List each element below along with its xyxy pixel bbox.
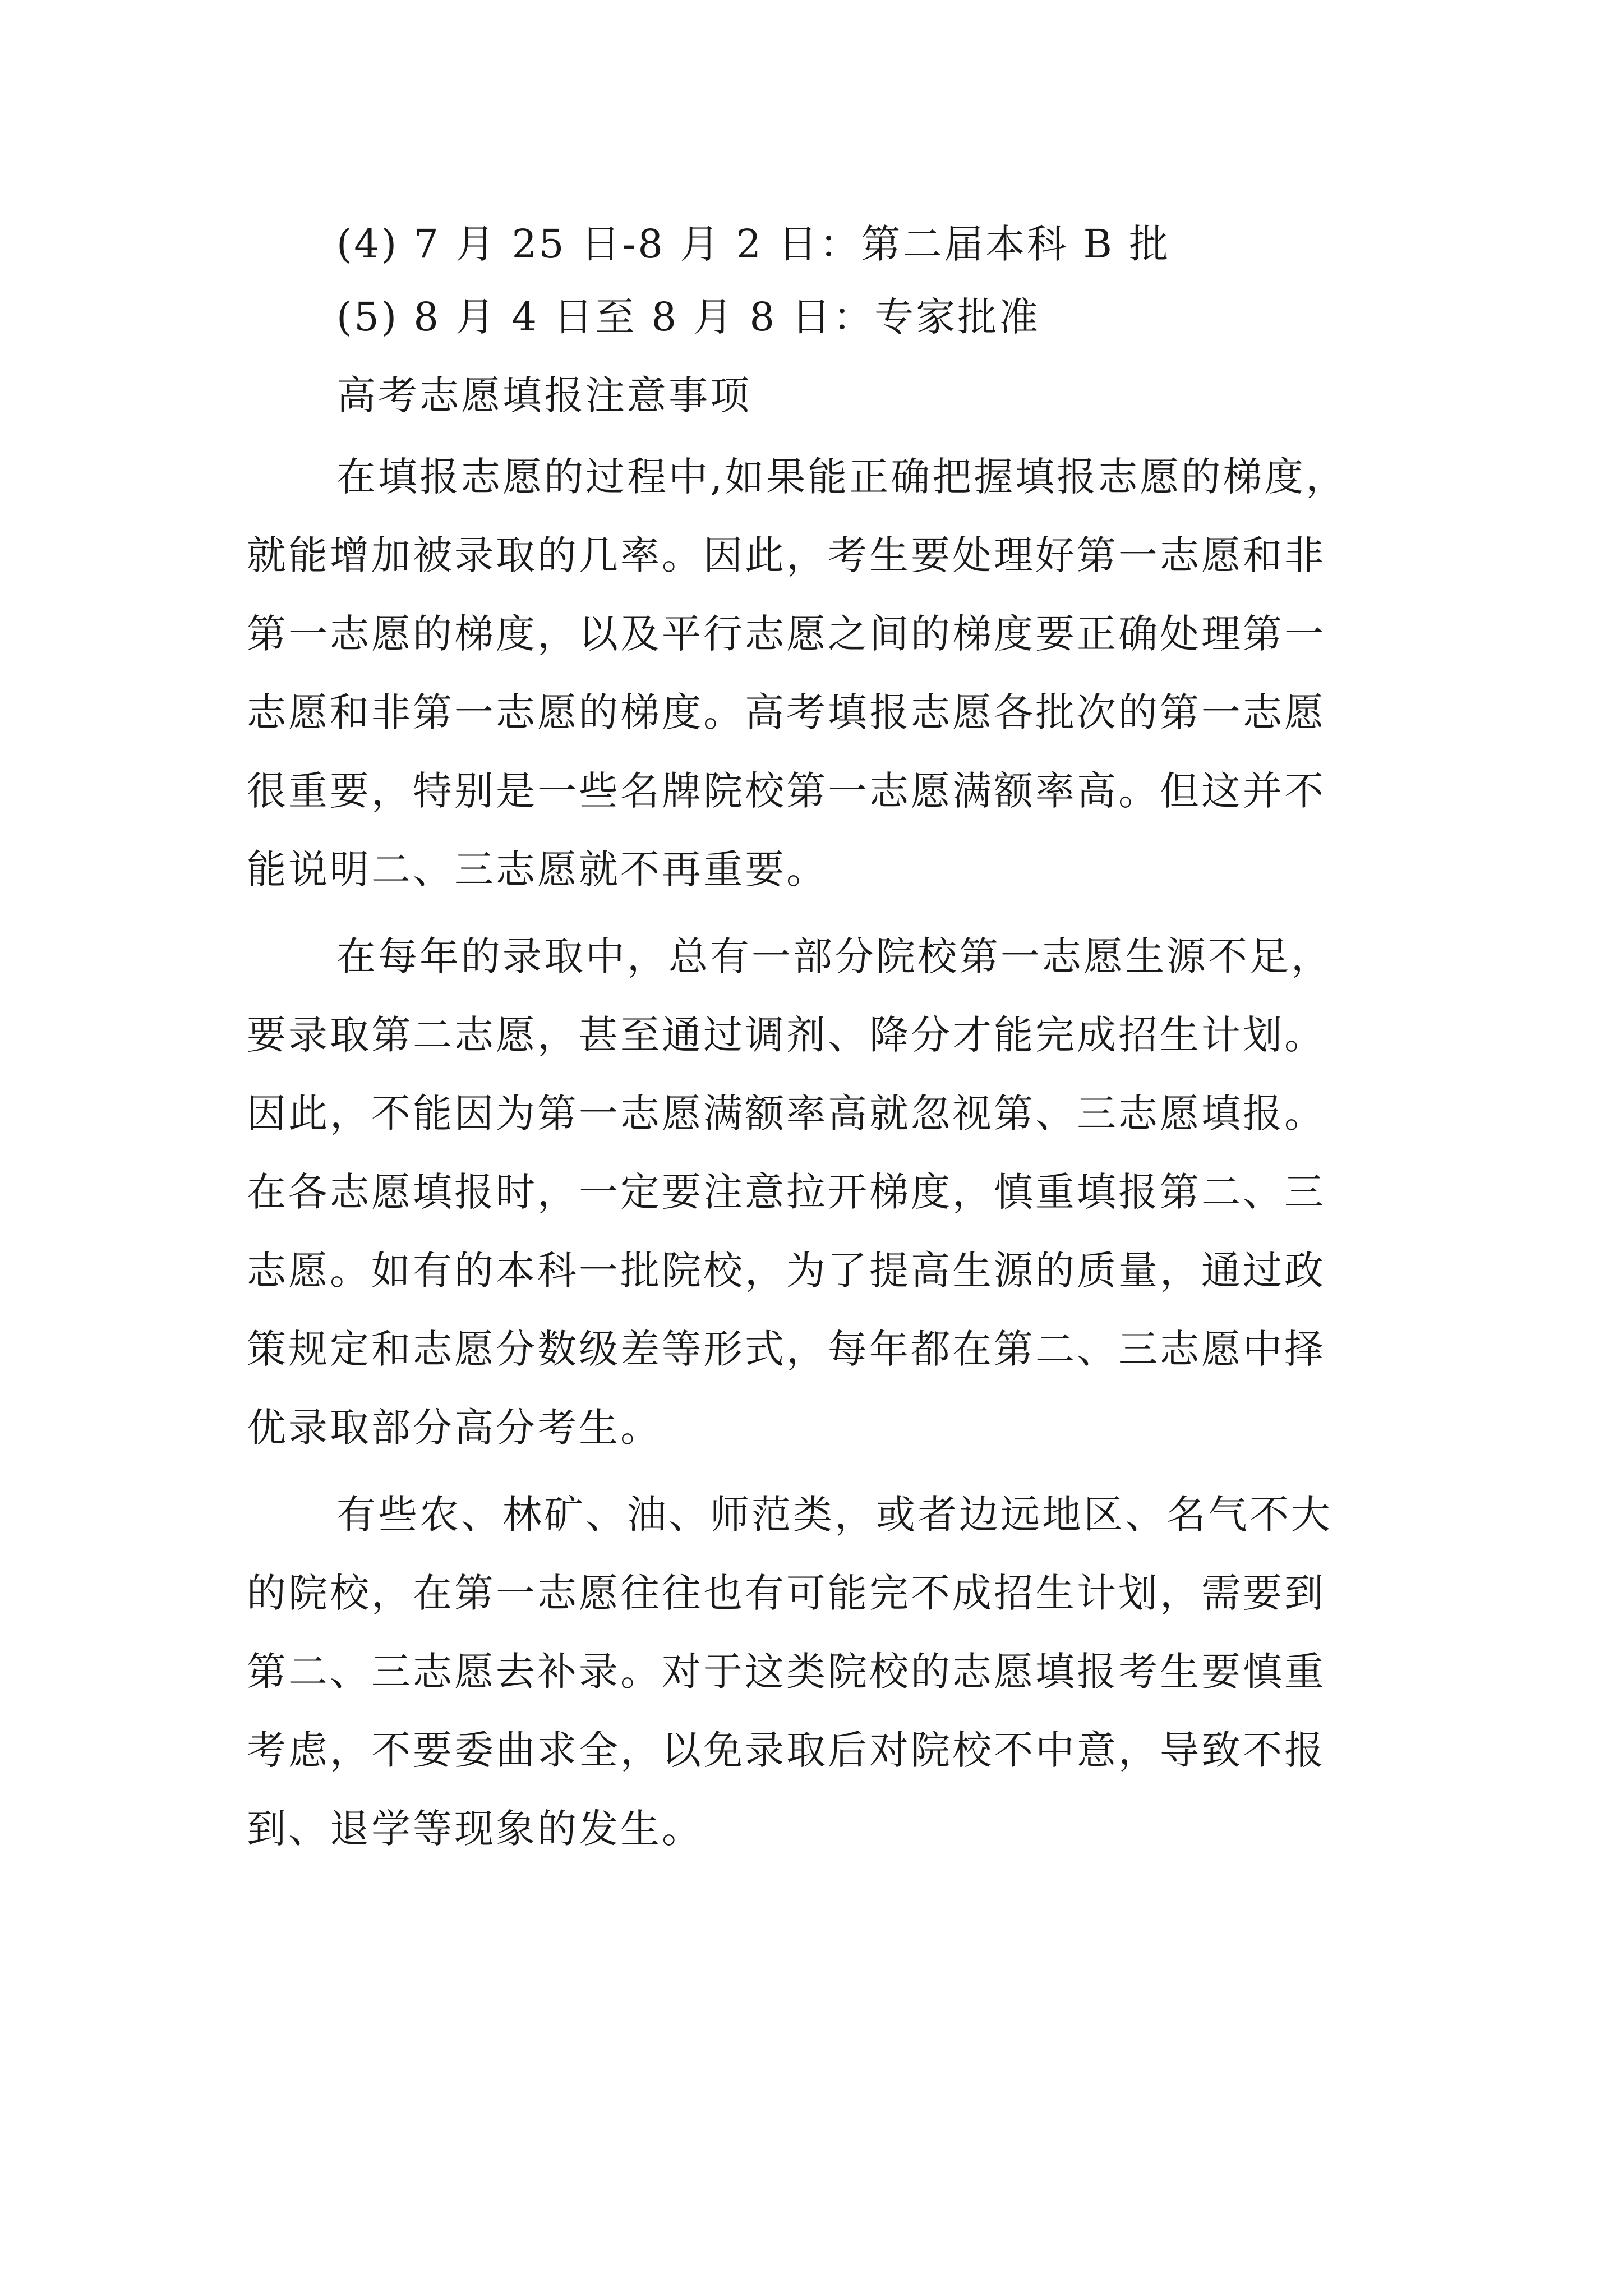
paragraph-1-line-4: 志愿和非第一志愿的梯度。高考填报志愿各批次的第一志愿 <box>247 689 1326 735</box>
paragraph-2-line-3: 因此，不能因为第一志愿满额率高就忽视第、三志愿填报。 <box>247 1091 1326 1137</box>
paragraph-1-line-1: 在填报志愿的过程中,如果能正确把握填报志愿的梯度， <box>336 454 1348 500</box>
paragraph-3-line-2: 的院校，在第一志愿往往也有可能完不成招生计划，需要到 <box>247 1570 1326 1616</box>
paragraph-3-line-4: 考虑，不要委曲求全，以免录取后对院校不中意，导致不报 <box>247 1727 1326 1773</box>
paragraph-1-line-3: 第一志愿的梯度，以及平行志愿之间的梯度要正确处理第一 <box>247 611 1326 657</box>
schedule-item-5: (5) 8 月 4 日至 8 月 8 日：专家批准 <box>336 294 1041 340</box>
paragraph-3-line-3: 第二、三志愿去补录。对于这类院校的志愿填报考生要慎重 <box>247 1649 1326 1695</box>
paragraph-1-line-6: 能说明二、三志愿就不再重要。 <box>247 846 828 892</box>
paragraph-2-line-4: 在各志愿填报时，一定要注意拉开梯度，慎重填报第二、三 <box>247 1169 1326 1215</box>
paragraph-3-line-1: 有些农、林矿、油、师范类，或者边远地区、名气不大 <box>336 1492 1332 1538</box>
paragraph-1-line-2: 就能增加被录取的几率。因此，考生要处理好第一志愿和非 <box>247 532 1326 578</box>
paragraph-1-line-5: 很重要，特别是一些名牌院校第一志愿满额率高。但这并不 <box>247 768 1326 814</box>
paragraph-3-line-5: 到、退学等现象的发生。 <box>247 1806 703 1852</box>
schedule-item-4: (4) 7 月 25 日-8 月 2 日：第二届本科 B 批 <box>336 221 1171 267</box>
paragraph-2-line-5: 志愿。如有的本科一批院校，为了提高生源的质量，通过政 <box>247 1248 1326 1294</box>
paragraph-2-line-2: 要录取第二志愿，甚至通过调剂、降分才能完成招生计划。 <box>247 1012 1326 1058</box>
paragraph-2-line-1: 在每年的录取中，总有一部分院校第一志愿生源不足， <box>336 933 1332 979</box>
paragraph-2-line-6: 策规定和志愿分数级差等形式，每年都在第二、三志愿中择 <box>247 1326 1326 1372</box>
paragraph-2-line-7: 优录取部分高分考生。 <box>247 1405 662 1451</box>
section-heading: 高考志愿填报注意事项 <box>336 372 751 418</box>
